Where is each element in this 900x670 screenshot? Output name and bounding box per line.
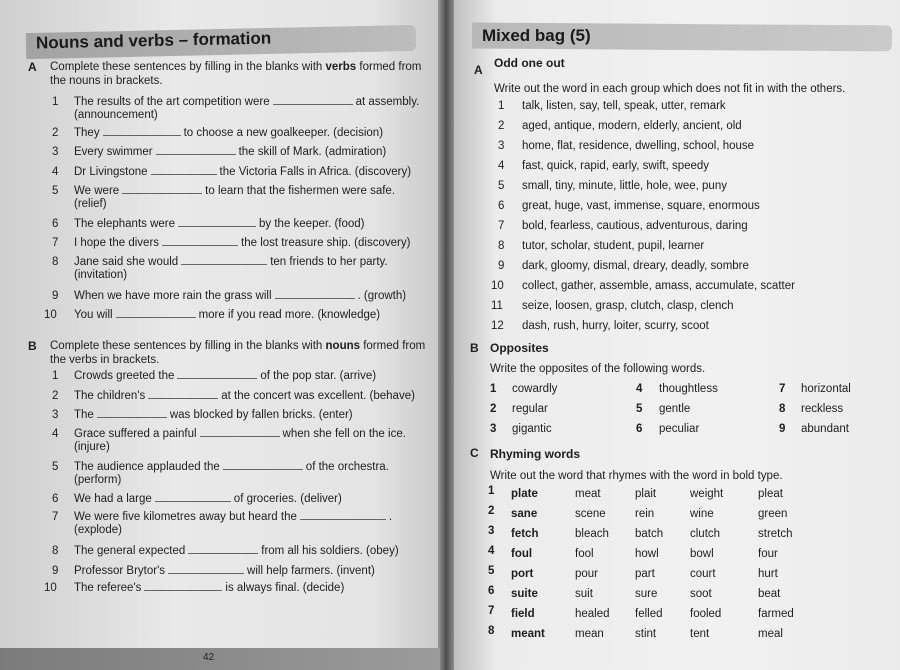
instruction-part: formed from <box>356 61 422 73</box>
sentence-start: Dr Livingstone <box>74 166 148 178</box>
item-number: 11 <box>491 300 503 312</box>
rhyme-option: clutch <box>690 528 721 540</box>
rhyme-option: bleach <box>575 528 609 540</box>
opposite-word: regular <box>512 403 548 415</box>
rhyme-option: felled <box>635 608 663 620</box>
item-hint: (explode) <box>74 524 122 536</box>
answer-blank[interactable] <box>122 185 202 194</box>
answer-blank[interactable] <box>200 428 280 437</box>
sentence-end: of the pop star. (arrive) <box>260 370 377 382</box>
item-number: 5 <box>498 180 505 192</box>
item-number: 3 <box>488 525 495 537</box>
item-number: 12 <box>491 320 504 332</box>
odd-one-out-list: seize, loosen, grasp, clutch, clasp, clench <box>522 300 734 312</box>
item-number: 2 <box>52 127 59 139</box>
item-number: 2 <box>490 403 497 415</box>
rhyme-option: beat <box>758 588 781 600</box>
item-sentence <box>74 127 383 140</box>
item-number: 1 <box>490 383 497 395</box>
rhyme-option: pleat <box>758 488 783 500</box>
rhyme-option: scene <box>575 508 606 520</box>
sentence-start: When we have more rain the grass will <box>74 290 272 302</box>
answer-blank[interactable] <box>178 218 256 227</box>
item-number: 2 <box>488 505 495 517</box>
item-number: 5 <box>636 403 643 415</box>
item-number: 3 <box>498 140 505 152</box>
item-number: 6 <box>498 200 505 212</box>
odd-one-out-list: aged, antique, modern, elderly, ancient, old <box>522 120 742 132</box>
item-sentence <box>74 237 410 250</box>
item-number: 7 <box>498 220 505 232</box>
item-number: 10 <box>44 582 57 594</box>
item-number: 8 <box>52 256 59 268</box>
item-number: 9 <box>52 565 59 577</box>
section-letter-section_a: A <box>28 60 37 74</box>
sentence-start: The elephants were <box>74 218 176 230</box>
section-letter-b: B <box>470 341 479 355</box>
item-number: 4 <box>636 383 643 395</box>
answer-blank[interactable] <box>155 493 231 502</box>
section-instruction-line2: the verbs in brackets. <box>50 354 160 366</box>
odd-one-out-list: collect, gather, assemble, amass, accumulate, scatter <box>522 280 795 292</box>
section-instruction: Write out the word that rhymes with the word in bold type. <box>490 470 783 482</box>
item-number: 1 <box>498 100 505 112</box>
item-number: 3 <box>490 423 497 435</box>
section-letter-section_b: B <box>28 339 37 353</box>
answer-blank[interactable] <box>168 565 244 574</box>
rhyme-key-word: field <box>511 608 535 620</box>
sentence-start: The <box>74 409 94 421</box>
rhyme-option: green <box>758 508 788 520</box>
item-hint: (perform) <box>74 474 122 486</box>
section-instruction-line2: the nouns in brackets. <box>50 75 163 87</box>
rhyme-option: rein <box>635 508 655 520</box>
sentence-end: was blocked by fallen bricks. (enter) <box>169 409 353 421</box>
item-sentence <box>74 146 386 159</box>
odd-one-out-list: small, tiny, minute, little, hole, wee, puny <box>522 180 727 192</box>
sentence-end: from all his soldiers. (obey) <box>261 545 399 557</box>
sentence-start: Jane said she would <box>74 256 179 268</box>
sentence-end: to learn that the fishermen were safe. <box>205 185 396 197</box>
item-number: 7 <box>52 237 59 249</box>
section-heading: Opposites <box>490 341 549 355</box>
sentence-end: of groceries. (deliver) <box>233 493 342 505</box>
item-number: 7 <box>488 605 495 617</box>
sentence-end: when she fell on the ice. <box>282 428 406 440</box>
opposite-word: peculiar <box>659 423 700 435</box>
item-number: 5 <box>52 185 59 197</box>
item-number: 3 <box>52 146 59 158</box>
answer-blank[interactable] <box>181 256 267 265</box>
answer-blank[interactable] <box>177 370 257 379</box>
sentence-start: The general expected <box>74 545 186 557</box>
rhyme-option: batch <box>635 528 664 540</box>
sentence-end: . (growth) <box>357 290 407 302</box>
right-page-title: Mixed bag (5) <box>482 26 591 45</box>
rhyme-option: hurt <box>758 568 778 580</box>
rhyme-key-word: meant <box>511 628 545 640</box>
sentence-end: of the orchestra. <box>305 461 389 473</box>
sentence-end: the lost treasure ship. (discovery) <box>241 237 411 249</box>
item-sentence <box>74 370 376 383</box>
sentence-end: by the keeper. (food) <box>259 218 365 230</box>
rhyme-key-word: fetch <box>511 528 539 540</box>
sentence-end: at assembly. <box>355 96 420 108</box>
rhyme-option: tent <box>690 628 710 640</box>
opposite-word: abundant <box>801 423 849 435</box>
item-sentence <box>74 166 411 179</box>
item-hint: (relief) <box>74 198 107 210</box>
section-instruction: Write out the word in each group which does not fit in with the others. <box>494 83 846 95</box>
sentence-start: Professor Brytor's <box>74 565 166 577</box>
item-number: 2 <box>52 390 59 402</box>
rhyme-option: pour <box>575 568 599 580</box>
odd-one-out-list: great, huge, vast, immense, square, enormous <box>522 200 760 212</box>
sentence-end: at the concert was excellent. (behave) <box>221 390 415 402</box>
odd-one-out-list: talk, listen, say, tell, speak, utter, remark <box>522 100 726 112</box>
item-sentence <box>74 218 365 231</box>
item-number: 5 <box>52 461 59 473</box>
sentence-end: more if you read more. (knowledge) <box>198 309 381 321</box>
instruction-part: Complete these sentences by filling in the blanks with <box>50 340 326 352</box>
item-sentence <box>74 390 415 403</box>
opposite-word: gigantic <box>512 423 552 435</box>
section-heading: Rhyming words <box>490 447 581 461</box>
sentence-start: The referee's <box>74 582 142 594</box>
rhyme-key-word: foul <box>511 548 533 560</box>
section-instruction <box>50 61 421 74</box>
sentence-end: ten friends to her party. <box>270 256 388 268</box>
opposite-word: reckless <box>801 403 844 415</box>
rhyme-option: weight <box>690 488 724 500</box>
item-sentence <box>74 256 388 269</box>
rhyme-option: four <box>758 548 778 560</box>
item-number: 9 <box>498 260 505 272</box>
section-instruction: Write the opposites of the following words. <box>490 363 706 375</box>
item-sentence <box>74 290 406 303</box>
item-sentence <box>74 409 353 422</box>
sentence-end: the Victoria Falls in Africa. (discovery) <box>219 166 412 178</box>
item-number: 8 <box>779 403 786 415</box>
left-page-footer <box>0 648 440 670</box>
odd-one-out-list: dark, gloomy, dismal, dreary, deadly, sombre <box>522 260 749 272</box>
item-number: 4 <box>498 160 505 172</box>
answer-blank[interactable] <box>116 309 196 318</box>
odd-one-out-list: dash, rush, hurry, loiter, scurry, scoot <box>522 320 709 332</box>
item-number: 7 <box>52 511 59 523</box>
rhyme-option: healed <box>575 608 610 620</box>
rhyme-option: mean <box>575 628 604 640</box>
answer-blank[interactable] <box>275 290 355 299</box>
item-hint: (injure) <box>74 441 110 453</box>
instruction-part: Complete these sentences by filling in the blanks with <box>50 61 326 73</box>
rhyme-option: sure <box>635 588 658 600</box>
item-number: 6 <box>488 585 495 597</box>
sentence-start: Crowds greeted the <box>74 370 175 382</box>
item-sentence <box>74 461 389 474</box>
item-number: 3 <box>52 409 59 421</box>
sentence-end: the skill of Mark. (admiration) <box>238 146 387 158</box>
instruction-part: formed from <box>360 340 426 352</box>
item-sentence <box>74 582 344 595</box>
rhyme-option: stint <box>635 628 657 640</box>
item-number: 5 <box>488 565 495 577</box>
item-number: 6 <box>52 218 59 230</box>
odd-one-out-list: fast, quick, rapid, early, swift, speedy <box>522 160 710 172</box>
rhyme-option: meat <box>575 488 601 500</box>
sentence-start: We were <box>74 185 120 197</box>
answer-blank[interactable] <box>273 96 353 105</box>
odd-one-out-list: tutor, scholar, student, pupil, learner <box>522 240 705 252</box>
answer-blank[interactable] <box>151 166 217 175</box>
sentence-end: is always final. (decide) <box>225 582 345 594</box>
answer-blank[interactable] <box>103 127 181 136</box>
sentence-start: Every swimmer <box>74 146 153 158</box>
item-sentence <box>74 309 380 322</box>
item-hint: (invitation) <box>74 269 128 281</box>
left-page-title: Nouns and verbs – formation <box>35 28 272 53</box>
answer-blank[interactable] <box>300 511 386 520</box>
rhyme-option: suit <box>575 588 593 600</box>
item-number: 10 <box>44 309 57 321</box>
sentence-start: The audience applauded the <box>74 461 220 473</box>
item-number: 1 <box>52 96 59 108</box>
item-sentence <box>74 428 406 441</box>
book-gutter <box>438 0 454 670</box>
sentence-start: They <box>74 127 100 139</box>
instruction-bold: verbs <box>325 61 357 73</box>
item-number: 9 <box>52 290 59 302</box>
page-number: 42 <box>203 652 215 663</box>
rhyme-key-word: sane <box>511 508 538 520</box>
opposite-word: gentle <box>659 403 691 415</box>
section-instruction <box>50 340 425 353</box>
item-number: 9 <box>779 423 786 435</box>
answer-blank[interactable] <box>162 237 238 246</box>
rhyme-option: stretch <box>758 528 793 540</box>
item-sentence <box>74 565 375 578</box>
sentence-start: You will <box>74 309 113 321</box>
item-number: 4 <box>52 428 59 440</box>
opposite-word: cowardly <box>512 383 558 395</box>
item-number: 8 <box>52 545 59 557</box>
sentence-end: will help farmers. (invent) <box>247 565 375 577</box>
item-sentence <box>74 96 419 109</box>
item-number: 7 <box>779 383 786 395</box>
item-sentence <box>74 545 399 558</box>
answer-blank[interactable] <box>144 582 222 591</box>
item-number: 4 <box>488 545 495 557</box>
rhyme-option: soot <box>690 588 712 600</box>
opposite-word: thoughtless <box>659 383 718 395</box>
answer-blank[interactable] <box>148 390 218 399</box>
item-number: 10 <box>491 280 504 292</box>
item-number: 8 <box>498 240 505 252</box>
rhyme-option: wine <box>690 508 714 520</box>
item-number: 1 <box>488 485 495 497</box>
item-hint: (announcement) <box>74 109 158 121</box>
item-number: 2 <box>498 120 505 132</box>
rhyme-option: farmed <box>758 608 794 620</box>
rhyme-option: fooled <box>690 608 722 620</box>
rhyme-key-word: port <box>511 568 534 580</box>
rhyme-key-word: suite <box>511 588 538 600</box>
rhyme-option: bowl <box>690 548 714 560</box>
odd-one-out-list: bold, fearless, cautious, adventurous, daring <box>522 220 748 232</box>
section-heading: Odd one out <box>494 56 565 70</box>
answer-blank[interactable] <box>97 409 167 418</box>
item-number: 8 <box>488 625 495 637</box>
sentence-start: We were five kilometres away but heard the <box>74 511 297 523</box>
instruction-bold: nouns <box>325 340 361 352</box>
sentence-end: . <box>388 511 393 523</box>
item-number: 6 <box>52 493 59 505</box>
odd-one-out-list: home, flat, residence, dwelling, school, house <box>522 140 755 152</box>
opposite-word: horizontal <box>801 383 851 395</box>
rhyme-option: fool <box>575 548 594 560</box>
rhyme-option: part <box>635 568 655 580</box>
rhyme-option: meal <box>758 628 783 640</box>
rhyme-key-word: plate <box>511 488 538 500</box>
rhyme-option: howl <box>635 548 659 560</box>
item-number: 6 <box>636 423 643 435</box>
item-number: 1 <box>52 370 59 382</box>
answer-blank[interactable] <box>156 146 236 155</box>
sentence-start: The results of the art competition were <box>74 96 270 108</box>
item-number: 4 <box>52 166 59 178</box>
sentence-start: I hope the divers <box>74 237 160 249</box>
answer-blank[interactable] <box>223 461 303 470</box>
sentence-start: Grace suffered a painful <box>74 428 197 440</box>
section-letter-c: C <box>470 446 479 460</box>
rhyme-option: plait <box>635 488 657 500</box>
sentence-start: The children's <box>74 390 146 402</box>
sentence-end: to choose a new goalkeeper. (decision) <box>183 127 384 139</box>
section-letter-a: A <box>474 63 483 77</box>
answer-blank[interactable] <box>188 545 258 554</box>
sentence-start: We had a large <box>74 493 152 505</box>
rhyme-option: court <box>690 568 716 580</box>
item-sentence <box>74 493 342 506</box>
item-sentence <box>74 511 392 524</box>
item-sentence <box>74 185 395 198</box>
